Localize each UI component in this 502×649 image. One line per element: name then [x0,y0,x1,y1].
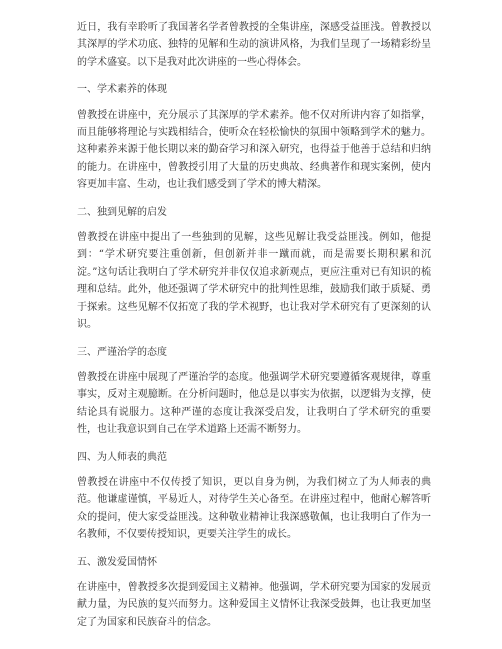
section-heading-5: 五、激发爱国情怀 [77,556,157,568]
section-heading-4: 四、为人师表的典范 [77,451,167,463]
section-body-2: 曾教授在讲座中提出了一些独到的见解，这些见解让我受益匪浅。例如，他提到：“学术研究要注重创新，但创新并非一蹴而就，而是需要长期积累和沉淀。”这句话让我明白了学术研究并非仅仅追求新观点，更应注重对已有知识的梳理和总结。此外，他还强调了学术研究中的批判性思维，鼓励我们敢于质疑、勇于探索。这些见解不仅拓宽了我的学术视野，也让我对学术研究有了更深刻的认识。 [77,232,431,331]
section-body-1: 曾教授在讲座中，充分展示了其深厚的学术素养。他不仅对所讲内容了如指掌，而且能够将理论与实践相结合，使听众在轻松愉快的氛围中领略到学术的魅力。这种素养来源于他长期以来的勤奋学习和深入研究，也得益于他善于总结和归纳的能力。在讲座中，曾教授引用了大量的历史典故、经典著作和现实案例，使内容更加丰富、生动，也让我们感受到了学术的博大精深。 [77,109,431,191]
section-body-5: 在讲座中，曾教授多次提到爱国主义精神。他强调，学术研究要为国家的发展贡献力量，为民族的复兴而努力。这种爱国主义情怀让我深受鼓舞，也让我更加坚定了为国家和民族奋斗的信念。 [77,581,431,628]
section-heading-1: 一、学术素养的体现 [77,84,167,96]
section-body-3: 曾教授在讲座中展现了严谨治学的态度。他强调学术研究要遵循客观规律，尊重事实，反对主观臆断。在分析问题时，他总是以事实为依据，以逻辑为支撑，使结论具有说服力。这种严谨的态度让我深受启发，让我明白了学术研究的重要性，也让我意识到自己在学术道路上还需不断努力。 [77,371,431,436]
document-page [77,19,431,631]
section-heading-3: 三、严谨治学的态度 [77,346,167,358]
section-heading-2: 二、独到见解的启发 [77,206,167,218]
section-body-4: 曾教授在讲座中不仅传授了知识，更以自身为例，为我们树立了为人师表的典范。他谦虚谨慎，平易近人，对待学生关心备至。在讲座过程中，他耐心解答听众的提问，使大家受益匪浅。这种敬业精神让我深感敬佩，也让我明白了作为一名教师，不仅要传授知识，更要关注学生的成长。 [77,476,431,541]
intro-paragraph: 近日，我有幸聆听了我国著名学者曾教授的全集讲座，深感受益匪浅。曾教授以其深厚的学术功底、独特的见解和生动的演讲风格，为我们呈现了一场精彩纷呈的学术盛宴。以下是我对此次讲座的一些心得体会。 [77,22,431,68]
